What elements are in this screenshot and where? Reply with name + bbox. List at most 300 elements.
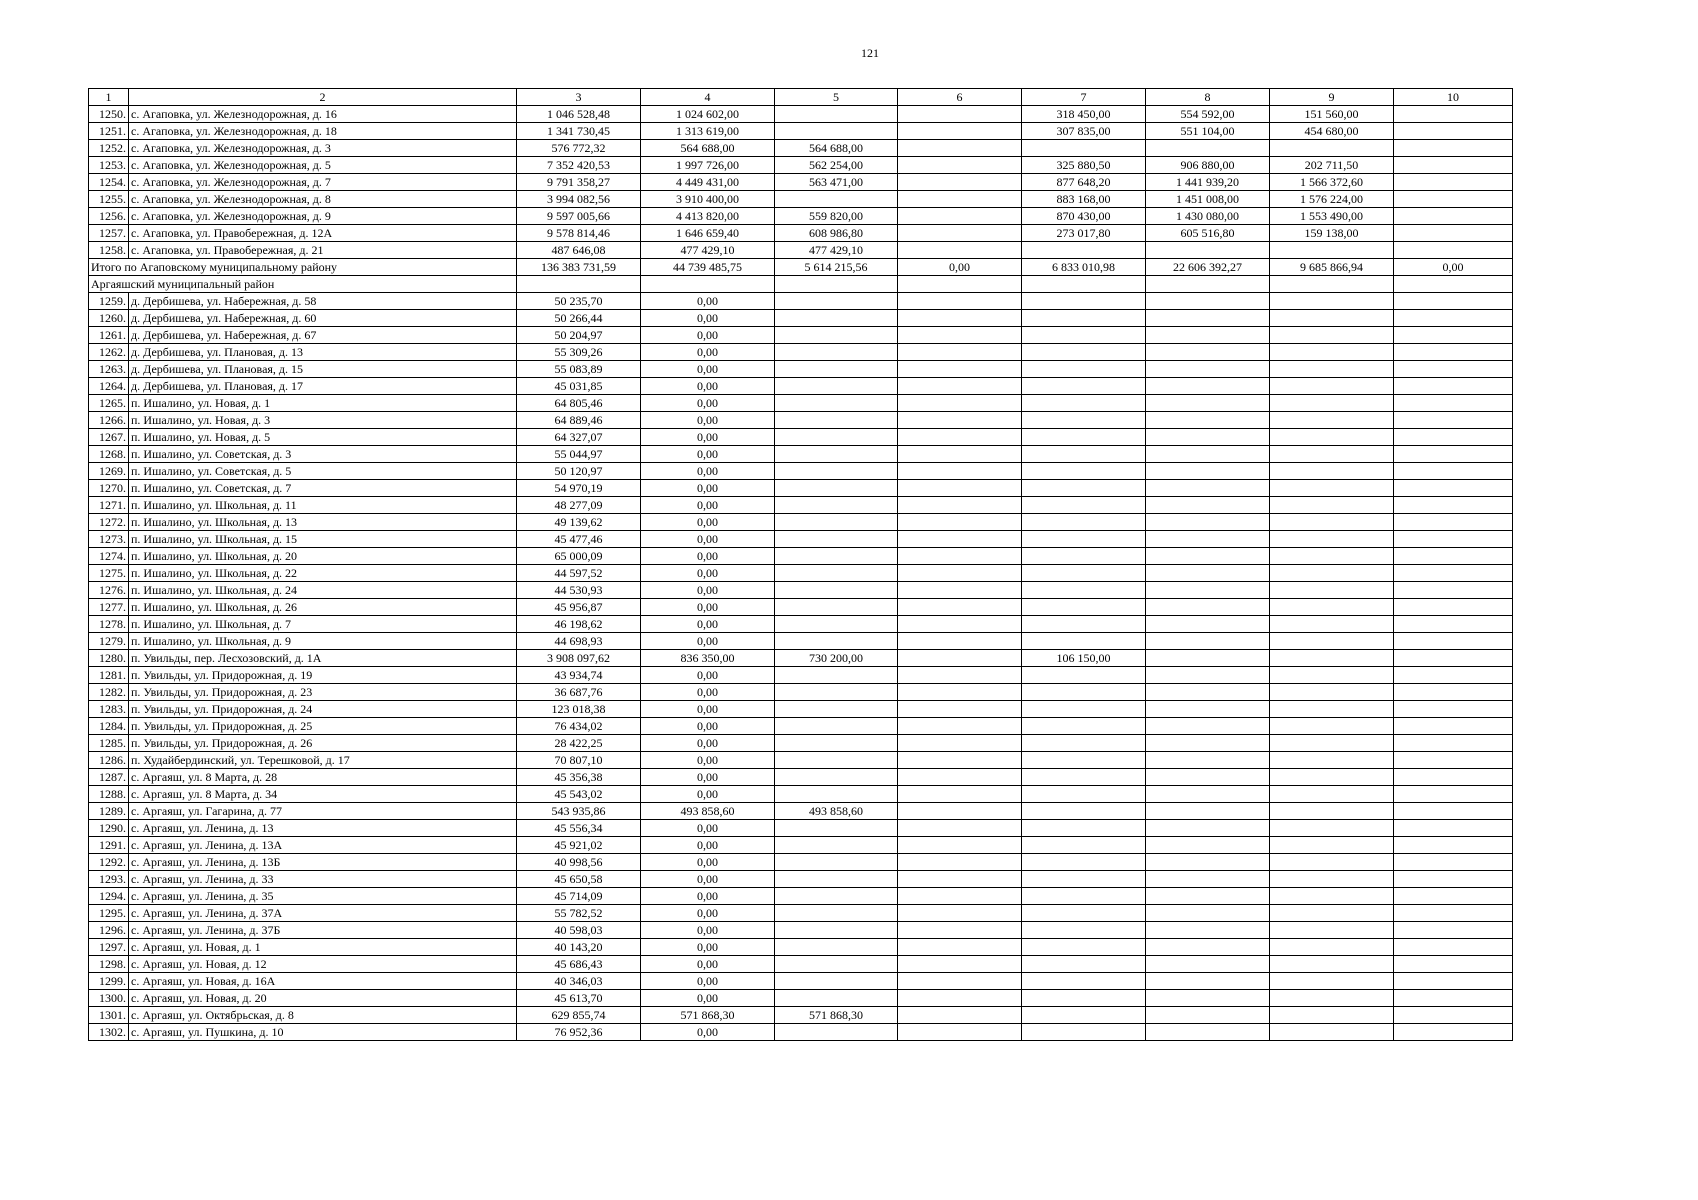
value-cell: 318 450,00	[1022, 106, 1146, 123]
value-cell: 4 413 820,00	[641, 208, 775, 225]
value-cell: 564 688,00	[641, 140, 775, 157]
value-cell	[1270, 395, 1394, 412]
address-cell: с. Аргаяш, ул. Ленина, д. 13А	[129, 837, 517, 854]
empty-cell	[898, 276, 1022, 293]
row-number-cell: 1272.	[89, 514, 129, 531]
value-cell: 0,00	[641, 429, 775, 446]
value-cell	[1270, 412, 1394, 429]
row-number-cell: 1289.	[89, 803, 129, 820]
value-cell	[1394, 174, 1513, 191]
value-cell	[1022, 786, 1146, 803]
value-cell: 0,00	[641, 667, 775, 684]
address-cell: с. Аргаяш, ул. Пушкина, д. 10	[129, 1024, 517, 1041]
value-cell: 45 613,70	[517, 990, 641, 1007]
value-cell	[1146, 854, 1270, 871]
value-cell: 49 139,62	[517, 514, 641, 531]
value-cell: 454 680,00	[1270, 123, 1394, 140]
value-cell: 608 986,80	[775, 225, 898, 242]
value-cell	[1022, 327, 1146, 344]
value-cell	[1146, 514, 1270, 531]
value-cell	[1394, 293, 1513, 310]
value-cell	[1270, 684, 1394, 701]
table-row	[89, 123, 1513, 140]
address-cell: д. Дербишева, ул. Плановая, д. 13	[129, 344, 517, 361]
value-cell	[898, 565, 1022, 582]
header-cell: 8	[1146, 89, 1270, 106]
value-cell	[1270, 361, 1394, 378]
value-cell	[898, 905, 1022, 922]
value-cell	[775, 820, 898, 837]
row-number-cell: 1276.	[89, 582, 129, 599]
value-cell	[1022, 667, 1146, 684]
header-cell: 7	[1022, 89, 1146, 106]
address-cell: п. Увильды, ул. Придорожная, д. 19	[129, 667, 517, 684]
value-cell	[1146, 463, 1270, 480]
value-cell	[1394, 752, 1513, 769]
value-cell: 44 597,52	[517, 565, 641, 582]
value-cell	[1146, 1007, 1270, 1024]
value-cell	[1022, 956, 1146, 973]
value-cell	[898, 480, 1022, 497]
value-cell	[775, 463, 898, 480]
table-row	[89, 497, 1513, 514]
address-cell: с. Аргаяш, ул. Новая, д. 20	[129, 990, 517, 1007]
row-number-cell: 1261.	[89, 327, 129, 344]
value-cell: 9 578 814,46	[517, 225, 641, 242]
value-cell	[898, 208, 1022, 225]
value-cell: 487 646,08	[517, 242, 641, 259]
value-cell: 28 422,25	[517, 735, 641, 752]
value-cell: 45 921,02	[517, 837, 641, 854]
row-number-cell: 1297.	[89, 939, 129, 956]
value-cell	[1394, 565, 1513, 582]
value-cell: 0,00	[641, 769, 775, 786]
value-cell: 836 350,00	[641, 650, 775, 667]
value-cell: 151 560,00	[1270, 106, 1394, 123]
row-number-cell: 1264.	[89, 378, 129, 395]
value-cell	[1394, 837, 1513, 854]
value-cell	[1394, 667, 1513, 684]
value-cell: 1 553 490,00	[1270, 208, 1394, 225]
table-row	[89, 667, 1513, 684]
value-cell	[898, 650, 1022, 667]
value-cell	[1394, 803, 1513, 820]
value-cell: 0,00	[641, 582, 775, 599]
value-cell: 1 341 730,45	[517, 123, 641, 140]
value-cell: 0,00	[641, 310, 775, 327]
address-cell: с. Аргаяш, ул. Ленина, д. 37Б	[129, 922, 517, 939]
value-cell: 870 430,00	[1022, 208, 1146, 225]
header-cell: 10	[1394, 89, 1513, 106]
value-cell: 605 516,80	[1146, 225, 1270, 242]
row-number-cell: 1257.	[89, 225, 129, 242]
value-cell	[1394, 1007, 1513, 1024]
value-cell	[1270, 140, 1394, 157]
value-cell	[1022, 820, 1146, 837]
value-cell: 1 451 008,00	[1146, 191, 1270, 208]
value-cell	[775, 344, 898, 361]
value-cell	[898, 769, 1022, 786]
table-row	[89, 616, 1513, 633]
value-cell	[898, 888, 1022, 905]
value-cell: 554 592,00	[1146, 106, 1270, 123]
value-cell: 0,00	[641, 752, 775, 769]
value-cell: 0,00	[641, 395, 775, 412]
value-cell	[1394, 157, 1513, 174]
value-cell: 76 952,36	[517, 1024, 641, 1041]
value-cell	[1394, 208, 1513, 225]
value-cell	[898, 684, 1022, 701]
value-cell: 1 997 726,00	[641, 157, 775, 174]
row-number-cell: 1266.	[89, 412, 129, 429]
value-cell	[775, 735, 898, 752]
row-number-cell: 1271.	[89, 497, 129, 514]
value-cell	[898, 310, 1022, 327]
value-cell	[775, 837, 898, 854]
value-cell	[1394, 990, 1513, 1007]
row-number-cell: 1273.	[89, 531, 129, 548]
value-cell	[1022, 990, 1146, 1007]
table-row	[89, 939, 1513, 956]
value-cell	[775, 752, 898, 769]
address-cell: с. Агаповка, ул. Железнодорожная, д. 7	[129, 174, 517, 191]
value-cell	[898, 752, 1022, 769]
value-cell: 0,00	[641, 922, 775, 939]
row-number-cell: 1252.	[89, 140, 129, 157]
value-cell	[1022, 922, 1146, 939]
value-cell	[1146, 973, 1270, 990]
table-row	[89, 106, 1513, 123]
value-cell	[1146, 548, 1270, 565]
value-cell	[898, 106, 1022, 123]
value-cell	[775, 361, 898, 378]
value-cell	[1270, 446, 1394, 463]
value-cell	[1022, 293, 1146, 310]
row-number-cell: 1284.	[89, 718, 129, 735]
value-cell: 45 356,38	[517, 769, 641, 786]
value-cell: 0,00	[641, 854, 775, 871]
empty-cell	[1270, 276, 1394, 293]
value-cell	[898, 599, 1022, 616]
value-cell	[775, 191, 898, 208]
table-row	[89, 769, 1513, 786]
value-cell: 45 031,85	[517, 378, 641, 395]
address-cell: п. Ишалино, ул. Советская, д. 5	[129, 463, 517, 480]
row-number-cell: 1269.	[89, 463, 129, 480]
row-number-cell: 1281.	[89, 667, 129, 684]
value-cell	[898, 293, 1022, 310]
value-cell	[1270, 480, 1394, 497]
address-cell: с. Аргаяш, ул. Ленина, д. 13	[129, 820, 517, 837]
table-row	[89, 837, 1513, 854]
value-cell	[1146, 531, 1270, 548]
value-cell	[898, 140, 1022, 157]
address-cell: с. Агаповка, ул. Железнодорожная, д. 16	[129, 106, 517, 123]
value-cell	[1022, 1024, 1146, 1041]
value-cell: 493 858,60	[775, 803, 898, 820]
value-cell: 1 430 080,00	[1146, 208, 1270, 225]
address-cell: с. Агаповка, ул. Железнодорожная, д. 9	[129, 208, 517, 225]
row-number-cell: 1285.	[89, 735, 129, 752]
value-cell: 877 648,20	[1022, 174, 1146, 191]
row-number-cell: 1282.	[89, 684, 129, 701]
value-cell	[898, 633, 1022, 650]
address-cell: с. Агаповка, ул. Железнодорожная, д. 18	[129, 123, 517, 140]
table-row	[89, 786, 1513, 803]
value-cell	[1270, 667, 1394, 684]
value-cell	[898, 718, 1022, 735]
value-cell: 562 254,00	[775, 157, 898, 174]
value-cell	[775, 497, 898, 514]
row-number-cell: 1291.	[89, 837, 129, 854]
value-cell: 46 198,62	[517, 616, 641, 633]
value-cell: 45 714,09	[517, 888, 641, 905]
value-cell: 576 772,32	[517, 140, 641, 157]
value-cell: 106 150,00	[1022, 650, 1146, 667]
value-cell	[1022, 854, 1146, 871]
value-cell: 9 791 358,27	[517, 174, 641, 191]
value-cell	[1394, 123, 1513, 140]
value-cell	[1394, 616, 1513, 633]
value-cell: 54 970,19	[517, 480, 641, 497]
value-cell	[1146, 582, 1270, 599]
value-cell	[1022, 514, 1146, 531]
value-cell: 55 083,89	[517, 361, 641, 378]
value-cell	[1146, 633, 1270, 650]
row-number-cell: 1263.	[89, 361, 129, 378]
table-row	[89, 293, 1513, 310]
value-cell	[898, 956, 1022, 973]
value-cell	[1146, 803, 1270, 820]
value-cell: 43 934,74	[517, 667, 641, 684]
value-cell	[898, 412, 1022, 429]
value-cell: 0,00	[641, 293, 775, 310]
row-number-cell: 1250.	[89, 106, 129, 123]
value-cell	[1270, 378, 1394, 395]
value-cell	[1022, 446, 1146, 463]
value-cell	[1022, 684, 1146, 701]
address-cell: п. Увильды, ул. Придорожная, д. 25	[129, 718, 517, 735]
value-cell: 1 646 659,40	[641, 225, 775, 242]
row-number-cell: 1265.	[89, 395, 129, 412]
address-cell: с. Аргаяш, ул. 8 Марта, д. 34	[129, 786, 517, 803]
value-cell	[1146, 327, 1270, 344]
table-row	[89, 973, 1513, 990]
table-row	[89, 395, 1513, 412]
value-cell	[775, 854, 898, 871]
value-cell	[775, 701, 898, 718]
value-cell: 159 138,00	[1270, 225, 1394, 242]
address-cell: с. Аргаяш, ул. Новая, д. 12	[129, 956, 517, 973]
table-row	[89, 650, 1513, 667]
row-number-cell: 1275.	[89, 565, 129, 582]
value-cell	[1270, 633, 1394, 650]
table-row	[89, 905, 1513, 922]
value-cell	[775, 667, 898, 684]
table-row	[89, 531, 1513, 548]
address-cell: д. Дербишева, ул. Плановая, д. 17	[129, 378, 517, 395]
value-cell	[1270, 701, 1394, 718]
value-cell	[1394, 361, 1513, 378]
row-number-cell: 1287.	[89, 769, 129, 786]
value-cell	[1022, 310, 1146, 327]
address-cell: п. Увильды, ул. Придорожная, д. 24	[129, 701, 517, 718]
row-number-cell: 1277.	[89, 599, 129, 616]
header-cell: 1	[89, 89, 129, 106]
address-cell: с. Аргаяш, ул. Ленина, д. 35	[129, 888, 517, 905]
value-cell	[1022, 701, 1146, 718]
address-cell: с. Агаповка, ул. Железнодорожная, д. 8	[129, 191, 517, 208]
value-cell	[898, 1007, 1022, 1024]
value-cell: 50 204,97	[517, 327, 641, 344]
value-cell: 0,00	[641, 327, 775, 344]
value-cell: 1 024 602,00	[641, 106, 775, 123]
row-number-cell: 1280.	[89, 650, 129, 667]
value-cell	[1146, 956, 1270, 973]
value-cell: 55 782,52	[517, 905, 641, 922]
total-value-cell: 9 685 866,94	[1270, 259, 1394, 276]
value-cell	[898, 871, 1022, 888]
value-cell: 4 449 431,00	[641, 174, 775, 191]
value-cell: 0,00	[641, 616, 775, 633]
table-row	[89, 412, 1513, 429]
value-cell: 0,00	[641, 361, 775, 378]
value-cell: 0,00	[641, 905, 775, 922]
table-row	[89, 956, 1513, 973]
value-cell	[1394, 429, 1513, 446]
row-number-cell: 1290.	[89, 820, 129, 837]
value-cell	[1270, 514, 1394, 531]
table-row	[89, 327, 1513, 344]
value-cell	[1022, 752, 1146, 769]
value-cell	[1146, 395, 1270, 412]
value-cell	[1270, 956, 1394, 973]
value-cell: 551 104,00	[1146, 123, 1270, 140]
row-number-cell: 1253.	[89, 157, 129, 174]
value-cell	[1394, 344, 1513, 361]
value-cell	[1022, 803, 1146, 820]
value-cell: 0,00	[641, 565, 775, 582]
total-value-cell: 0,00	[1394, 259, 1513, 276]
value-cell: 0,00	[641, 990, 775, 1007]
value-cell	[1270, 599, 1394, 616]
value-cell: 0,00	[641, 548, 775, 565]
value-cell	[1394, 701, 1513, 718]
value-cell	[1394, 888, 1513, 905]
address-cell: с. Агаповка, ул. Правобережная, д. 12А	[129, 225, 517, 242]
value-cell	[1394, 871, 1513, 888]
table-row	[89, 480, 1513, 497]
empty-cell	[517, 276, 641, 293]
value-cell: 0,00	[641, 531, 775, 548]
value-cell	[1394, 922, 1513, 939]
header-cell: 5	[775, 89, 898, 106]
table-row	[89, 463, 1513, 480]
value-cell: 40 998,56	[517, 854, 641, 871]
row-number-cell: 1288.	[89, 786, 129, 803]
value-cell: 64 889,46	[517, 412, 641, 429]
value-cell	[775, 684, 898, 701]
table-row	[89, 565, 1513, 582]
value-cell: 730 200,00	[775, 650, 898, 667]
row-number-cell: 1299.	[89, 973, 129, 990]
value-cell	[1146, 735, 1270, 752]
value-cell	[1394, 650, 1513, 667]
header-cell: 3	[517, 89, 641, 106]
value-cell: 40 598,03	[517, 922, 641, 939]
total-value-cell: 22 606 392,27	[1146, 259, 1270, 276]
value-cell	[1394, 140, 1513, 157]
value-cell: 629 855,74	[517, 1007, 641, 1024]
value-cell	[1146, 667, 1270, 684]
address-cell: п. Худайбердинский, ул. Терешковой, д. 17	[129, 752, 517, 769]
row-number-cell: 1256.	[89, 208, 129, 225]
total-value-cell: 6 833 010,98	[1022, 259, 1146, 276]
value-cell: 9 597 005,66	[517, 208, 641, 225]
value-cell	[898, 497, 1022, 514]
row-number-cell: 1300.	[89, 990, 129, 1007]
address-cell: с. Аргаяш, ул. Новая, д. 16А	[129, 973, 517, 990]
value-cell	[898, 361, 1022, 378]
value-cell	[775, 1024, 898, 1041]
table-row	[89, 242, 1513, 259]
value-cell	[1394, 718, 1513, 735]
value-cell	[1270, 565, 1394, 582]
value-cell: 563 471,00	[775, 174, 898, 191]
value-cell	[1022, 565, 1146, 582]
value-cell: 64 327,07	[517, 429, 641, 446]
value-cell	[1146, 718, 1270, 735]
value-cell: 0,00	[641, 378, 775, 395]
address-cell: с. Агаповка, ул. Железнодорожная, д. 5	[129, 157, 517, 174]
row-number-cell: 1274.	[89, 548, 129, 565]
value-cell	[898, 395, 1022, 412]
value-cell	[1394, 548, 1513, 565]
address-cell: п. Ишалино, ул. Советская, д. 7	[129, 480, 517, 497]
value-cell	[775, 786, 898, 803]
value-cell	[1146, 1024, 1270, 1041]
table-row	[89, 735, 1513, 752]
value-cell	[775, 871, 898, 888]
address-cell: п. Ишалино, ул. Советская, д. 3	[129, 446, 517, 463]
value-cell: 0,00	[641, 888, 775, 905]
table-row	[89, 191, 1513, 208]
value-cell	[898, 803, 1022, 820]
value-cell: 571 868,30	[775, 1007, 898, 1024]
value-cell	[1394, 1024, 1513, 1041]
value-cell	[1270, 990, 1394, 1007]
value-cell	[898, 939, 1022, 956]
value-cell	[1394, 973, 1513, 990]
value-cell	[1270, 735, 1394, 752]
value-cell	[1270, 718, 1394, 735]
value-cell	[1394, 531, 1513, 548]
value-cell	[1394, 497, 1513, 514]
value-cell: 1 576 224,00	[1270, 191, 1394, 208]
value-cell	[1022, 939, 1146, 956]
value-cell: 64 805,46	[517, 395, 641, 412]
value-cell: 45 543,02	[517, 786, 641, 803]
table-row	[89, 446, 1513, 463]
value-cell	[1146, 599, 1270, 616]
total-value-cell: 5 614 215,56	[775, 259, 898, 276]
empty-cell	[775, 276, 898, 293]
row-number-cell: 1251.	[89, 123, 129, 140]
table-row	[89, 429, 1513, 446]
value-cell	[1270, 837, 1394, 854]
value-cell	[1022, 718, 1146, 735]
value-cell	[1270, 973, 1394, 990]
